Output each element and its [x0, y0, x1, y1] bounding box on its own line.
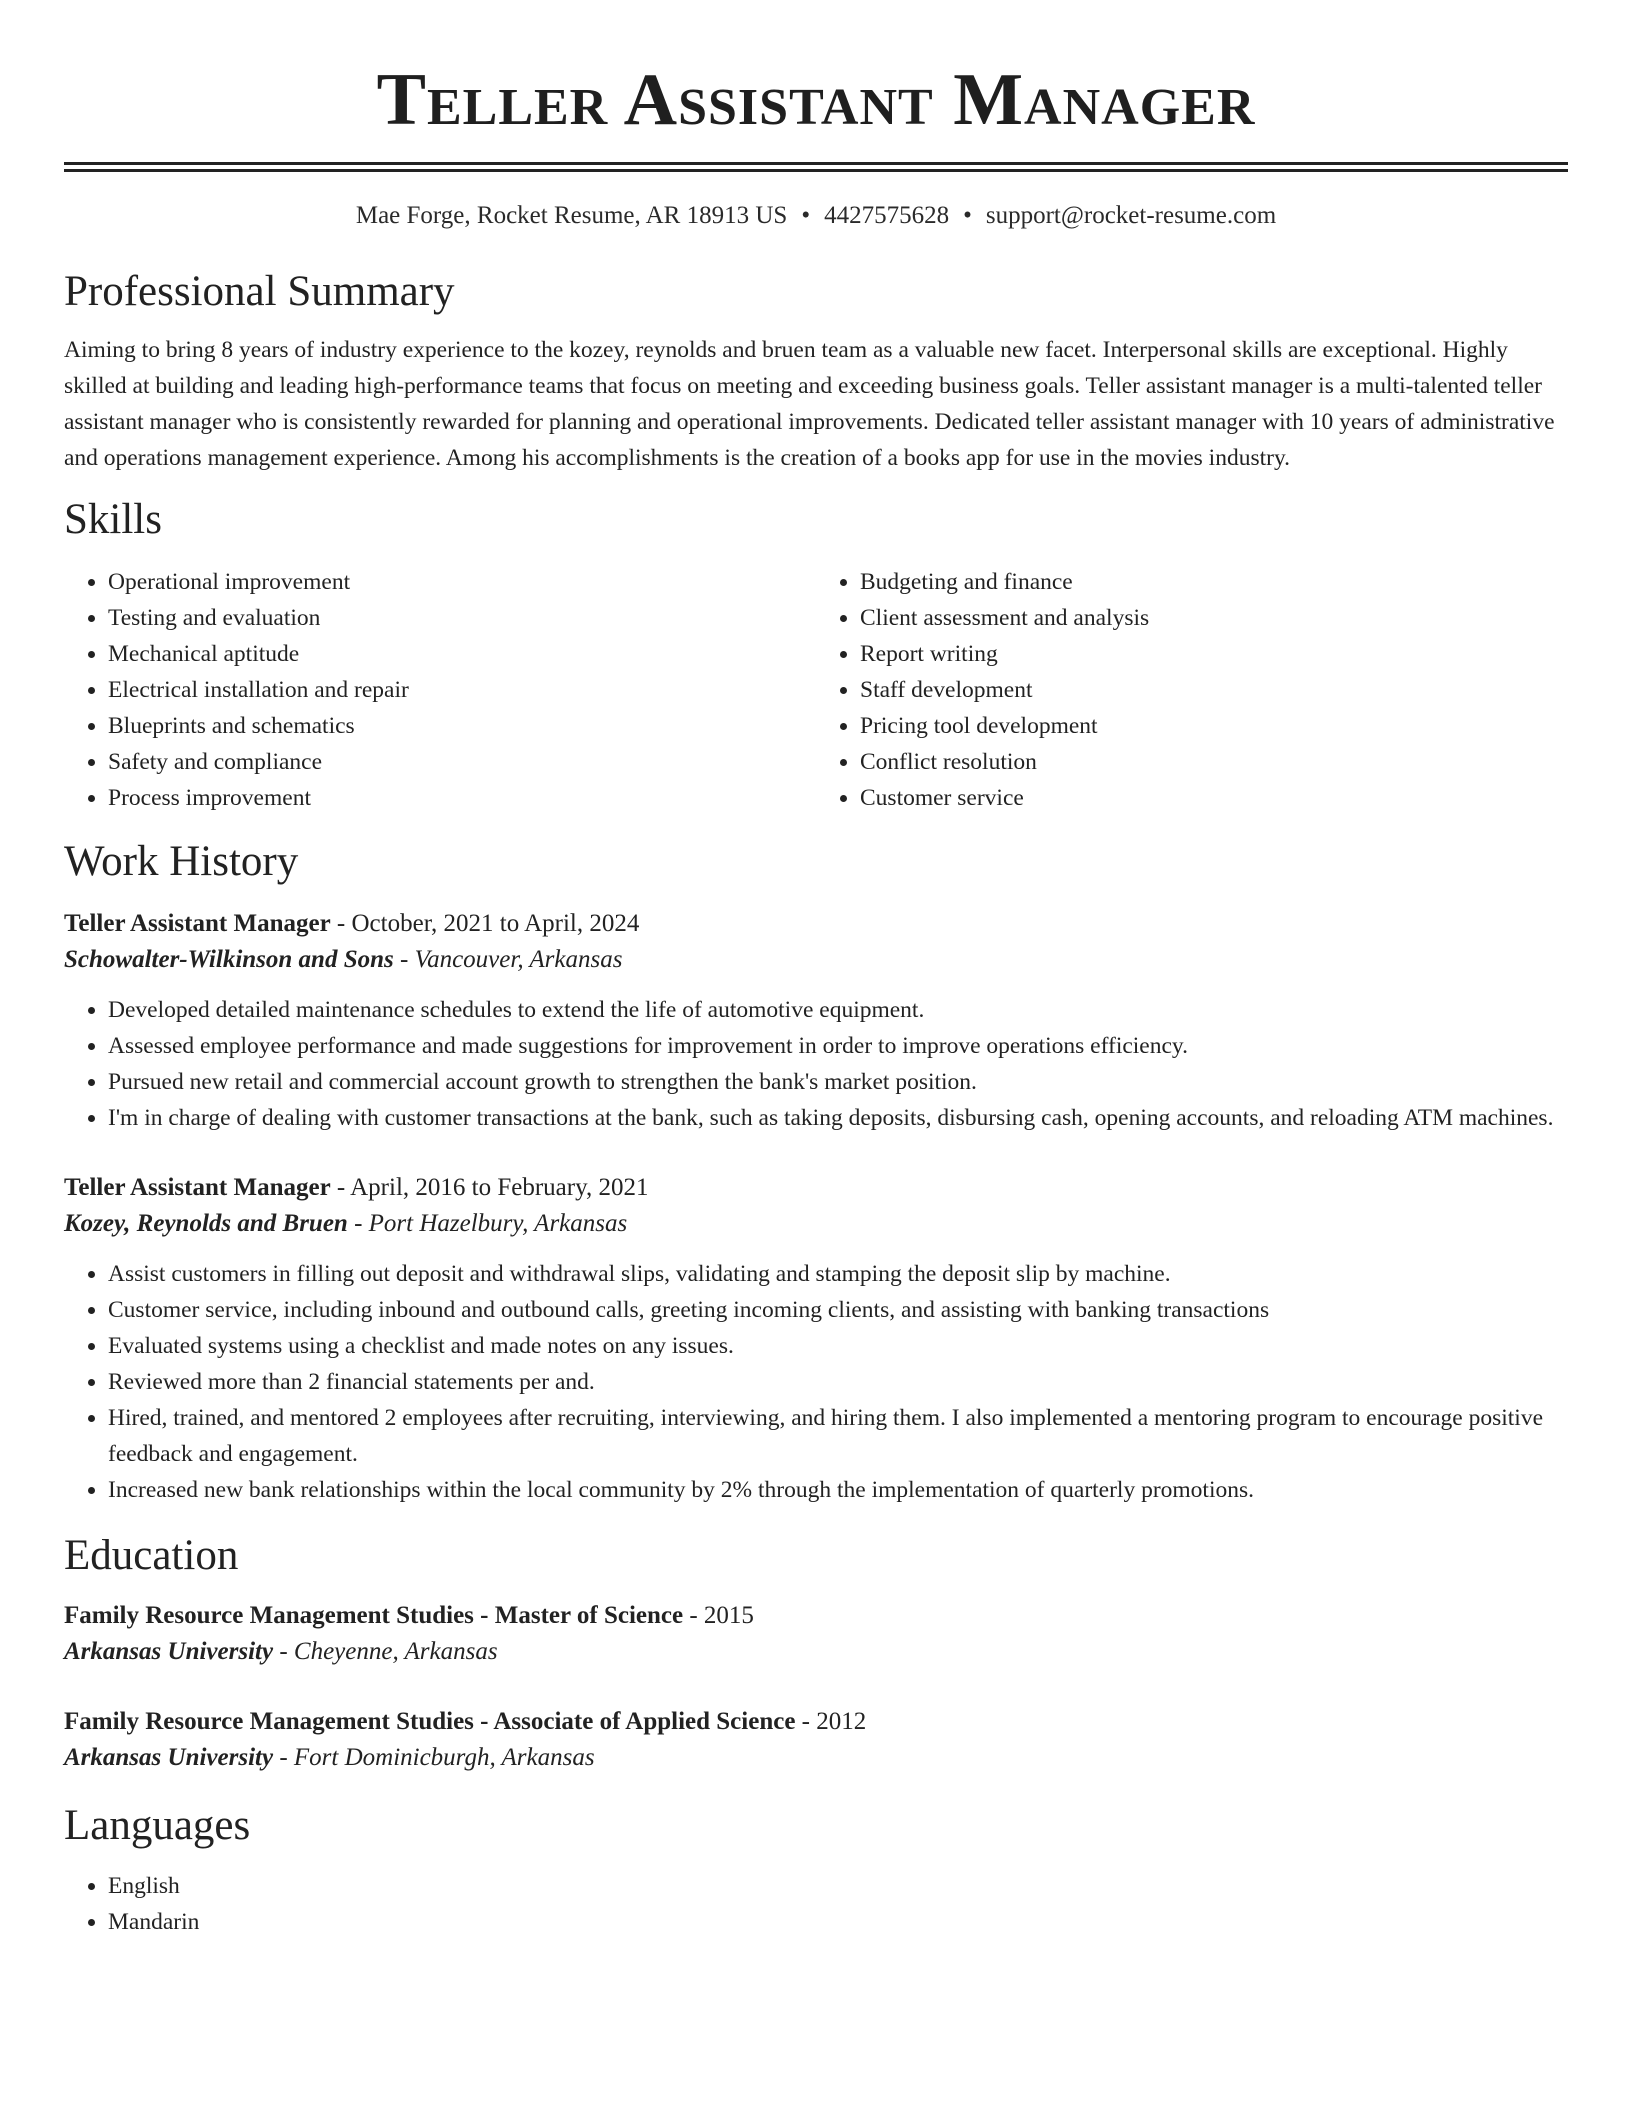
skill-item: • Pricing tool development — [860, 708, 1568, 744]
skill-item: • Safety and compliance — [108, 744, 816, 780]
job-location: - Port Hazelbury, Arkansas — [347, 1210, 628, 1237]
skill-item: • Electrical installation and repair — [108, 672, 816, 708]
job-bullet: • Reviewed more than 2 financial statements per and. — [108, 1364, 1568, 1400]
job-title: Teller Assistant Manager — [64, 1174, 331, 1201]
skills-section — [64, 494, 1568, 816]
education-school-line — [64, 1634, 1568, 1670]
skill-item: • Blueprints and schematics — [108, 708, 816, 744]
skill-item: • Conflict resolution — [860, 744, 1568, 780]
job-title: Teller Assistant Manager — [64, 910, 331, 937]
section-heading-languages: Languages — [64, 1802, 251, 1849]
education-entry — [64, 1704, 1568, 1776]
job-dates: - October, 2021 to April, 2024 — [330, 910, 640, 937]
job-location: - Vancouver, Arkansas — [393, 946, 623, 973]
skill-item: • Budgeting and finance — [860, 564, 1568, 600]
section-heading-education: Education — [64, 1532, 239, 1579]
job-bullet: • Assessed employee performance and made suggestions for improvement in order to improve operations efficiency. — [108, 1028, 1568, 1064]
contact-line — [64, 200, 1568, 232]
job-bullet-list — [64, 992, 1568, 1136]
skills-list-right — [816, 564, 1568, 816]
job-bullet: • Pursued new retail and commercial account growth to strengthen the bank's market position. — [108, 1064, 1568, 1100]
language-item: • English — [108, 1868, 1568, 1904]
summary-text: Aiming to bring 8 years of industry experience to the kozey, reynolds and bruen team as a valuable new facet. Interpersonal skills are exceptional. Highly skilled at building and leading high-performance teams that focus on meeting and exceeding business goals. Teller assistant manager is a multi-talented teller assistant manager who is consistently rewarded for planning and operational improvements. Dedicated teller assistant manager with 10 years of administrative and operations management experience. Among his accomplishments is the creation of a books app for use in the movies industry. — [64, 337, 1555, 471]
languages-list — [64, 1868, 1568, 1940]
summary-section — [64, 266, 1568, 476]
education-school: Arkansas University — [64, 1638, 274, 1665]
contact-address: Mae Forge, Rocket Resume, AR 18913 US — [355, 202, 788, 229]
language-item: • Mandarin — [108, 1904, 1568, 1940]
skill-item: • Operational improvement — [108, 564, 816, 600]
section-heading-work-history: Work History — [64, 838, 299, 885]
skill-item: • Testing and evaluation — [108, 600, 816, 636]
education-location: - Fort Dominicburgh, Arkansas — [273, 1744, 595, 1771]
job-entry — [64, 906, 1568, 1136]
skills-list-left — [64, 564, 816, 816]
job-company-line — [64, 1206, 1568, 1242]
job-bullet: • Customer service, including inbound and outbound calls, greeting incoming clients, and assisting with banking transactions — [108, 1292, 1568, 1328]
contact-phone: 4427575628 — [824, 202, 950, 229]
education-school-line — [64, 1740, 1568, 1776]
job-title-line — [64, 906, 1568, 942]
education-school: Arkansas University — [64, 1744, 274, 1771]
skill-item: • Customer service — [860, 780, 1568, 816]
job-bullet: • Developed detailed maintenance schedules to extend the life of automotive equipment. — [108, 992, 1568, 1028]
job-bullet: • Assist customers in filling out deposit and withdrawal slips, validating and stamping the deposit slip by machine. — [108, 1256, 1568, 1292]
resume-title: Teller Assistant Manager — [376, 59, 1256, 141]
skills-columns — [64, 564, 1568, 816]
contact-email: support@rocket-resume.com — [985, 202, 1277, 229]
title-double-rule — [64, 162, 1568, 172]
contact-separator: • — [963, 202, 972, 229]
job-bullet: • I'm in charge of dealing with customer transactions at the bank, such as taking deposits, disbursing cash, opening accounts, and reloading ATM machines. — [108, 1100, 1568, 1136]
job-company: Kozey, Reynolds and Bruen — [64, 1210, 348, 1237]
job-company-line — [64, 942, 1568, 978]
contact-separator: • — [801, 202, 811, 229]
job-entry — [64, 1170, 1568, 1508]
education-degree-line — [64, 1598, 1568, 1634]
education-degree: Family Resource Management Studies - Associate of Applied Science — [64, 1708, 796, 1735]
skill-item: • Process improvement — [108, 780, 816, 816]
job-company: Schowalter-Wilkinson and Sons — [64, 946, 394, 973]
education-year: - 2012 — [795, 1708, 867, 1735]
section-heading-summary: Professional Summary — [64, 268, 455, 315]
job-bullet: • Increased new bank relationships within the local community by 2% through the implementation of quarterly promotions. — [108, 1472, 1568, 1508]
education-entry — [64, 1598, 1568, 1670]
languages-section — [64, 1800, 1568, 1940]
job-bullet: • Hired, trained, and mentored 2 employees after recruiting, interviewing, and hiring them. I also implemented a mentoring program to encourage positive feedback and engagement. — [108, 1400, 1568, 1472]
skill-item: • Report writing — [860, 636, 1568, 672]
job-bullet-list — [64, 1256, 1568, 1508]
job-title-line — [64, 1170, 1568, 1206]
skill-item: • Client assessment and analysis — [860, 600, 1568, 636]
education-degree-line — [64, 1704, 1568, 1740]
work-history-section — [64, 836, 1568, 1508]
education-degree: Family Resource Management Studies - Master of Science — [64, 1602, 684, 1629]
job-bullet: • Evaluated systems using a checklist and made notes on any issues. — [108, 1328, 1568, 1364]
education-section — [64, 1530, 1568, 1776]
section-heading-skills: Skills — [64, 496, 162, 543]
job-dates: - April, 2016 to February, 2021 — [330, 1174, 649, 1201]
education-year: - 2015 — [683, 1602, 754, 1629]
skill-item: • Staff development — [860, 672, 1568, 708]
skill-item: • Mechanical aptitude — [108, 636, 816, 672]
education-location: - Cheyenne, Arkansas — [273, 1638, 498, 1665]
